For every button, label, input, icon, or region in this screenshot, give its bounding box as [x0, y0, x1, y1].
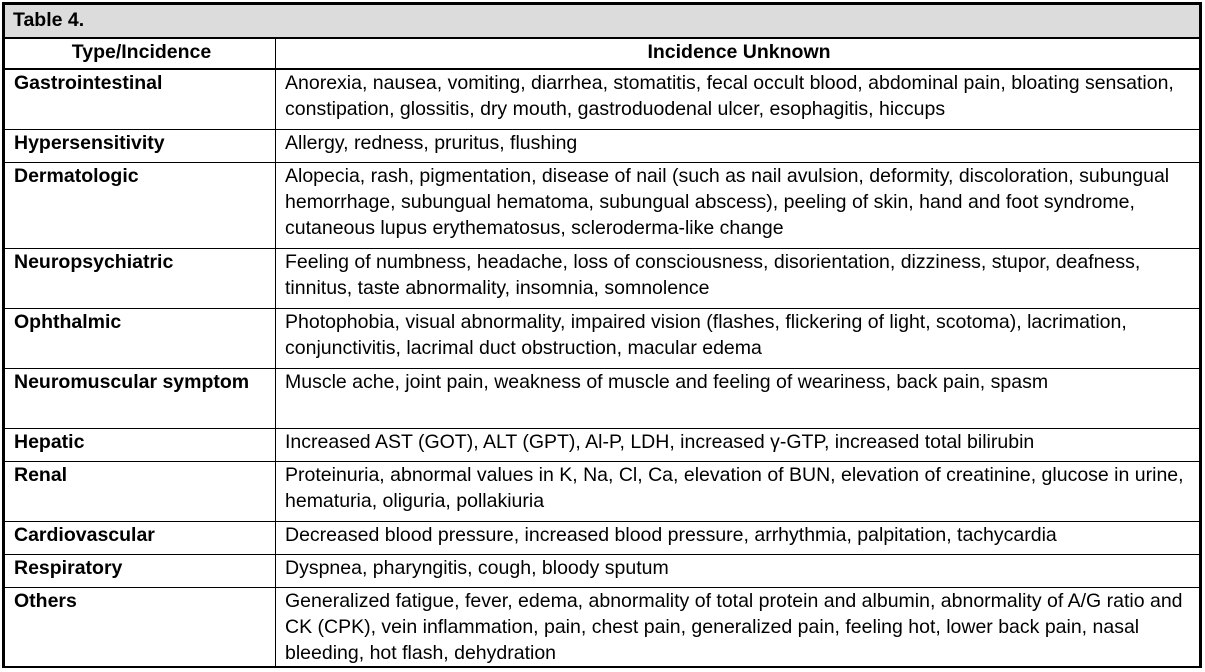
header-row: [5, 38, 1200, 69]
row-type-cell: Respiratory: [5, 554, 276, 587]
row-type-cell: Neuropsychiatric: [5, 248, 276, 308]
row-type-cell: Hepatic: [5, 428, 276, 461]
row-type-cell: Others: [5, 587, 276, 666]
row-description-cell: Dyspnea, pharyngitis, cough, bloody sputum: [276, 554, 1200, 587]
column-header-incidence: Incidence Unknown: [276, 38, 1200, 69]
table-row: [5, 368, 1200, 428]
row-description-cell: Muscle ache, joint pain, weakness of muscle and feeling of weariness, back pain, spasm: [276, 368, 1200, 428]
table-row: [5, 308, 1200, 368]
row-type-cell: Cardiovascular: [5, 521, 276, 554]
row-description-cell: Decreased blood pressure, increased blood pressure, arrhythmia, palpitation, tachycardia: [276, 521, 1200, 554]
table-row: [5, 129, 1200, 162]
table-row: [5, 587, 1200, 666]
row-description-cell: Alopecia, rash, pigmentation, disease of nail (such as nail avulsion, deformity, discoloration, subungual hemorrhage, subungual hematoma, subungual abscess), peeling of skin, hand and foot syndrome, cutaneous lupus erythematosus, scleroderma-like change: [276, 162, 1200, 248]
table-row: [5, 521, 1200, 554]
table-caption: Table 4.: [5, 5, 1200, 39]
row-description-cell: Increased AST (GOT), ALT (GPT), Al-P, LDH, increased γ-GTP, increased total bilirubin: [276, 428, 1200, 461]
row-type-cell: Gastrointestinal: [5, 69, 276, 129]
column-header-type: Type/Incidence: [5, 38, 276, 69]
table-row: [5, 69, 1200, 129]
row-type-cell: Renal: [5, 461, 276, 521]
row-description-cell: Proteinuria, abnormal values in K, Na, Cl, Ca, elevation of BUN, elevation of creatinine, glucose in urine, hematuria, oliguria, pollakiuria: [276, 461, 1200, 521]
adverse-reactions-table: [4, 4, 1200, 667]
row-type-cell: Dermatologic: [5, 162, 276, 248]
row-description-cell: Photophobia, visual abnormality, impaired vision (flashes, flickering of light, scotoma), lacrimation, conjunctivitis, lacrimal duct obstruction, macular edema: [276, 308, 1200, 368]
row-description-cell: Generalized fatigue, fever, edema, abnormality of total protein and albumin, abnormality of A/G ratio and CK (CPK), vein inflammation, pain, chest pain, generalized pain, feeling hot, lower back pain, nasal bleeding, hot flash, dehydration: [276, 587, 1200, 666]
table-row: [5, 248, 1200, 308]
row-type-cell: Hypersensitivity: [5, 129, 276, 162]
caption-row: [5, 5, 1200, 39]
row-description-cell: Feeling of numbness, headache, loss of consciousness, disorientation, dizziness, stupor, deafness, tinnitus, taste abnormality, insomnia, somnolence: [276, 248, 1200, 308]
row-description-cell: Anorexia, nausea, vomiting, diarrhea, stomatitis, fecal occult blood, abdominal pain, bloating sensation, constipation, glossitis, dry mouth, gastroduodenal ulcer, esophagitis, hiccups: [276, 69, 1200, 129]
row-type-cell: Neuromuscular symptom: [5, 368, 276, 428]
table-row: [5, 162, 1200, 248]
table-row: [5, 461, 1200, 521]
table-row: [5, 428, 1200, 461]
row-type-cell: Ophthalmic: [5, 308, 276, 368]
row-description-cell: Allergy, redness, pruritus, flushing: [276, 129, 1200, 162]
table-row: [5, 554, 1200, 587]
adverse-reactions-table-container: [2, 2, 1202, 668]
